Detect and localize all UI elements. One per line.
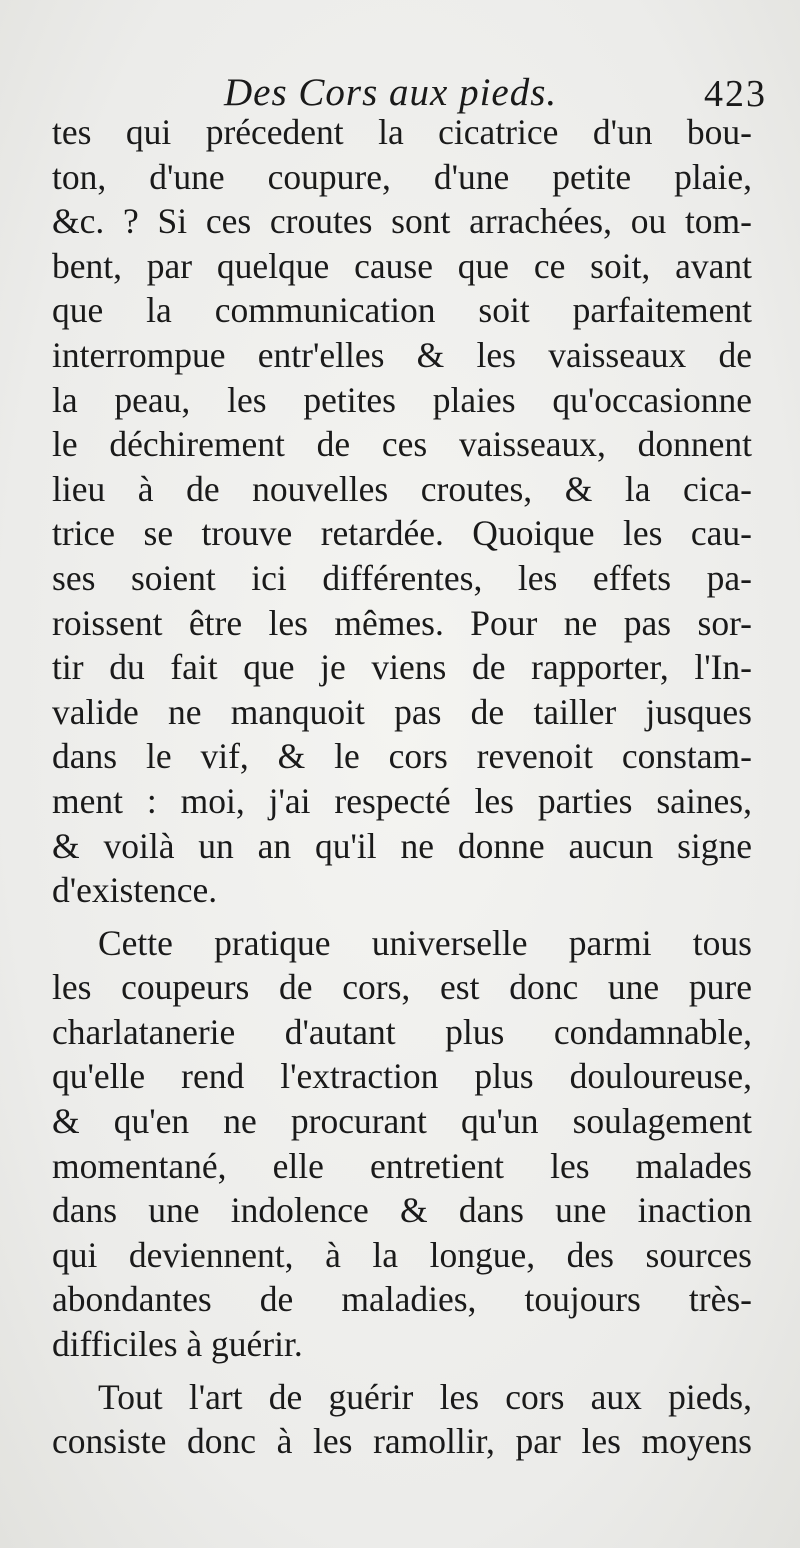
paragraph-start-line: Cette pratique universelle parmi tous <box>98 922 752 963</box>
text-line: &c. ? Si ces croutes sont arrachées, ou tom- <box>52 201 752 242</box>
text-line: ment : moi, j'ai respecté les parties saines, <box>52 780 752 821</box>
page-number: 423 <box>704 73 767 115</box>
text-line: consiste donc à les ramollir, par les moyens <box>52 1421 752 1462</box>
text-line: dans le vif, & le cors revenoit constam- <box>52 736 752 777</box>
text-line: & voilà un an qu'il ne donne aucun signe <box>52 825 752 866</box>
text-line: lieu à de nouvelles croutes, & la cica- <box>52 468 752 509</box>
text-line: & qu'en ne procurant qu'un soulagement <box>52 1101 752 1142</box>
text-line: charlatanerie d'autant plus condamnable, <box>52 1011 752 1052</box>
paragraph-end-line: d'existence. <box>52 870 218 911</box>
text-line: le déchirement de ces vaisseaux, donnent <box>52 424 752 465</box>
text-line: tes qui précedent la cicatrice d'un bou- <box>52 112 752 152</box>
text-line: valide ne manquoit pas de tailler jusques <box>52 691 752 732</box>
text-line: abondantes de maladies, toujours très- <box>52 1279 752 1320</box>
text-line: dans une indolence & dans une inaction <box>52 1190 752 1231</box>
running-title: Des Cors aux pieds. <box>224 71 558 114</box>
body-text <box>52 110 752 1464</box>
text-line: ton, d'une coupure, d'une petite plaie, <box>52 156 752 197</box>
text-line: ses soient ici différentes, les effets pa- <box>52 557 752 598</box>
paragraph-start-line: Tout l'art de guérir les cors aux pieds, <box>98 1376 752 1417</box>
text-line: momentané, elle entretient les malades <box>52 1145 752 1186</box>
text-line: qui deviennent, à la longue, des sources <box>52 1234 752 1275</box>
text-line: bent, par quelque cause que ce soit, avant <box>52 245 752 286</box>
text-line: tir du fait que je viens de rapporter, l'In- <box>52 647 752 688</box>
text-line: que la communication soit parfaitement <box>52 290 752 331</box>
text-line: roissent être les mêmes. Pour ne pas sor- <box>52 602 752 643</box>
text-line: les coupeurs de cors, est donc une pure <box>52 967 752 1008</box>
text-line: interrompue entr'elles & les vaisseaux de <box>52 334 752 375</box>
text-line: trice se trouve retardée. Quoique les cau- <box>52 513 752 554</box>
paragraph-end-line: difficiles à guérir. <box>52 1324 303 1365</box>
text-line: la peau, les petites plaies qu'occasionne <box>52 379 752 420</box>
text-line: qu'elle rend l'extraction plus douloureuse, <box>52 1056 752 1097</box>
